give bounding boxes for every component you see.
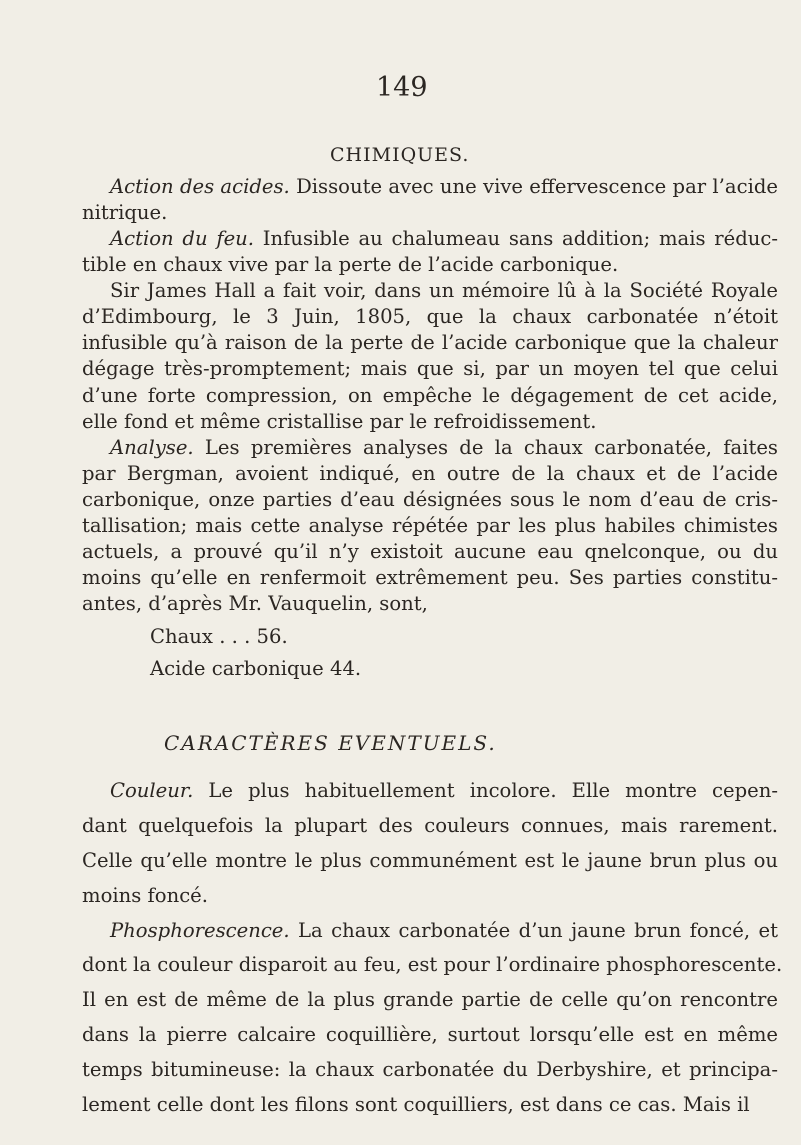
text-line: d’Edimbourg, le 3 Juin, 1805, que la chaux carbonatée n’étoit [82, 305, 778, 328]
paragraph-text: Infusible au chalumeau sans addition; mais réduc- [262, 227, 778, 250]
text-line: dans la pierre calcaire coquillière, surtout lorsqu’elle est en même [82, 1023, 778, 1046]
text-line: tible en chaux vive par la perte de l’acide carbonique. [82, 253, 619, 276]
paragraph-acides-line-1 [110, 172, 778, 202]
paragraph-couleur-line-1 [110, 775, 778, 806]
paragraph-label: Action des acides. [110, 175, 290, 198]
text-line: d’une forte compression, on empêche le dégagement de cet acide, [82, 384, 778, 407]
paragraph-text: La chaux carbonatée d’un jaune brun foncé, et [298, 919, 778, 942]
paragraph-label: Analyse. [110, 436, 194, 459]
paragraph-text: Le plus habituellement incolore. Elle montre cepen- [208, 779, 779, 802]
text-line: infusible qu’à raison de la perte de l’acide carbonique que la chaleur [82, 331, 778, 354]
paragraph-label: Couleur. [110, 779, 194, 802]
text-line: dant quelquefois la plupart des couleurs connues, mais rarement. [82, 814, 778, 837]
text-line: Sir James Hall a fait voir, dans un mémoire lû à la Société Royale [110, 279, 778, 302]
text-line: antes, d’après Mr. Vauquelin, sont, [82, 592, 428, 615]
page-number: 149 [376, 72, 428, 103]
composition-chaux: Chaux . . . 56. [150, 625, 288, 648]
composition-acide: Acide carbonique 44. [150, 657, 362, 680]
text-line: par Bergman, avoient indiqué, en outre de la chaux et de l’acide [82, 462, 778, 485]
running-head: CHIMIQUES. [330, 144, 470, 166]
paragraph-text: Dissoute avec une vive effervescence par l’acide [296, 175, 778, 198]
text-line: lement celle dont les filons sont coquilliers, est dans ce cas. Mais il [82, 1093, 750, 1116]
paragraph-text: Les premières analyses de la chaux carbonatée, faites [204, 436, 778, 459]
paragraph-phospho-line-1 [110, 915, 778, 946]
text-line: Celle qu’elle montre le plus communément est le jaune brun plus ou [82, 849, 778, 872]
section-title: CARACTÈRES EVENTUELS. [164, 731, 497, 755]
paragraph-label: Phosphorescence. [110, 919, 290, 942]
text-line: actuels, a prouvé qu’il n’y existoit aucune eau qnelconque, ou du [82, 540, 778, 563]
text-line: temps bitumineuse: la chaux carbonatée du Derbyshire, et principa- [82, 1058, 778, 1081]
text-line: Il en est de même de la plus grande partie de celle qu’on rencontre [82, 988, 778, 1011]
text-line: tallisation; mais cette analyse répétée par les plus habiles chimistes [82, 514, 778, 537]
text-line: dégage très-promptement; mais que si, par un moyen tel que celui [82, 357, 778, 380]
text-line: carbonique, onze parties d’eau désignées sous le nom d’eau de cris- [82, 488, 778, 511]
text-line: moins foncé. [82, 884, 209, 907]
text-line: nitrique. [82, 201, 168, 224]
text-line: dont la couleur disparoit au feu, est pour l’ordinaire phosphorescente. [82, 953, 783, 976]
paragraph-label: Action du feu. [110, 227, 255, 250]
text-line: elle fond et même cristallise par le refroidissement. [82, 410, 597, 433]
text-line: moins qu’elle en renfermoit extrêmement peu. Ses parties constitu- [82, 566, 778, 589]
